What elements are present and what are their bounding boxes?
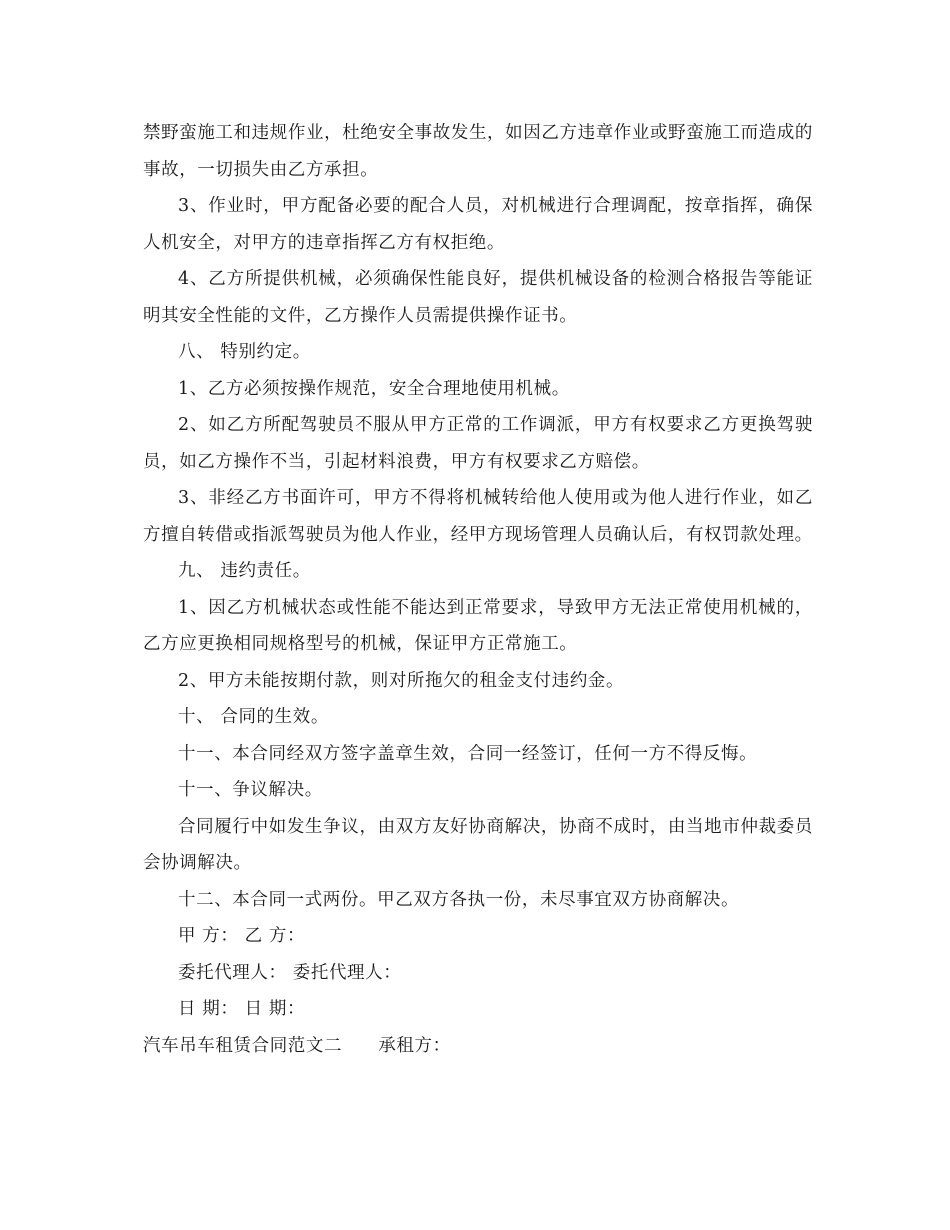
paragraph-6: 2、如乙方所配驾驶员不服从甲方正常的工作调派，甲方有权要求乙方更换驾驶员，如乙方操作不当，引起材料浪费，甲方有权要求乙方赔偿。: [143, 415, 813, 472]
paragraph-14: 合同履行中如发生争议，由双方友好协商解决，协商不成时，由当地市仲裁委员会协调解决。: [143, 816, 813, 873]
paragraph-12: 十一、本合同经双方签字盖章生效，合同一经签订，任何一方不得反悔。: [178, 743, 758, 764]
next-document-title: 汽车吊车租赁合同范文二 承租方：: [143, 1035, 451, 1056]
section-heading-effectiveness: 十、 合同的生效。: [178, 707, 329, 727]
paragraph-5: 1、乙方必须按操作规范，安全合理地使用机械。: [178, 378, 570, 399]
paragraph-10: 2、甲方未能按期付款，则对所拖欠的租金支付违约金。: [178, 670, 625, 691]
section-heading-dispute: 十一、争议解决。: [178, 780, 323, 800]
signature-dates: 日 期： 日 期：: [178, 999, 306, 1019]
document-body: [143, 115, 813, 1064]
paragraph-9: 1、因乙方机械状态或性能不能达到正常要求，导致甲方无法正常使用机械的，乙方应更换相同规格型号的机械，保证甲方正常施工。: [143, 597, 813, 654]
signature-agents: 委托代理人： 委托代理人：: [178, 962, 402, 983]
paragraph-3: 4、乙方所提供机械，必须确保性能良好，提供机械设备的检测合格报告等能证明其安全性能的文件，乙方操作人员需提供操作证书。: [143, 269, 813, 326]
paragraph-15: 十二、本合同一式两份。甲乙双方各执一份，未尽事宜双方协商解决。: [178, 889, 740, 910]
signature-parties: 甲 方： 乙 方：: [178, 926, 306, 946]
section-heading-liability: 九、 违约责任。: [178, 561, 311, 581]
paragraph-7: 3、非经乙方书面许可，甲方不得将机械转给他人使用或为他人进行作业，如乙方擅自转借或指派驾驶员为他人作业，经甲方现场管理人员确认后，有权罚款处理。: [143, 488, 813, 545]
paragraph-2: 3、作业时，甲方配备必要的配合人员，对机械进行合理调配，按章指挥，确保人机安全，对甲方的违章指挥乙方有权拒绝。: [143, 196, 813, 253]
section-heading-special-terms: 八、 特别约定。: [178, 342, 311, 362]
paragraph-1: 禁野蛮施工和违规作业，杜绝安全事故发生，如因乙方违章作业或野蛮施工而造成的事故，一切损失由乙方承担。: [143, 123, 813, 180]
